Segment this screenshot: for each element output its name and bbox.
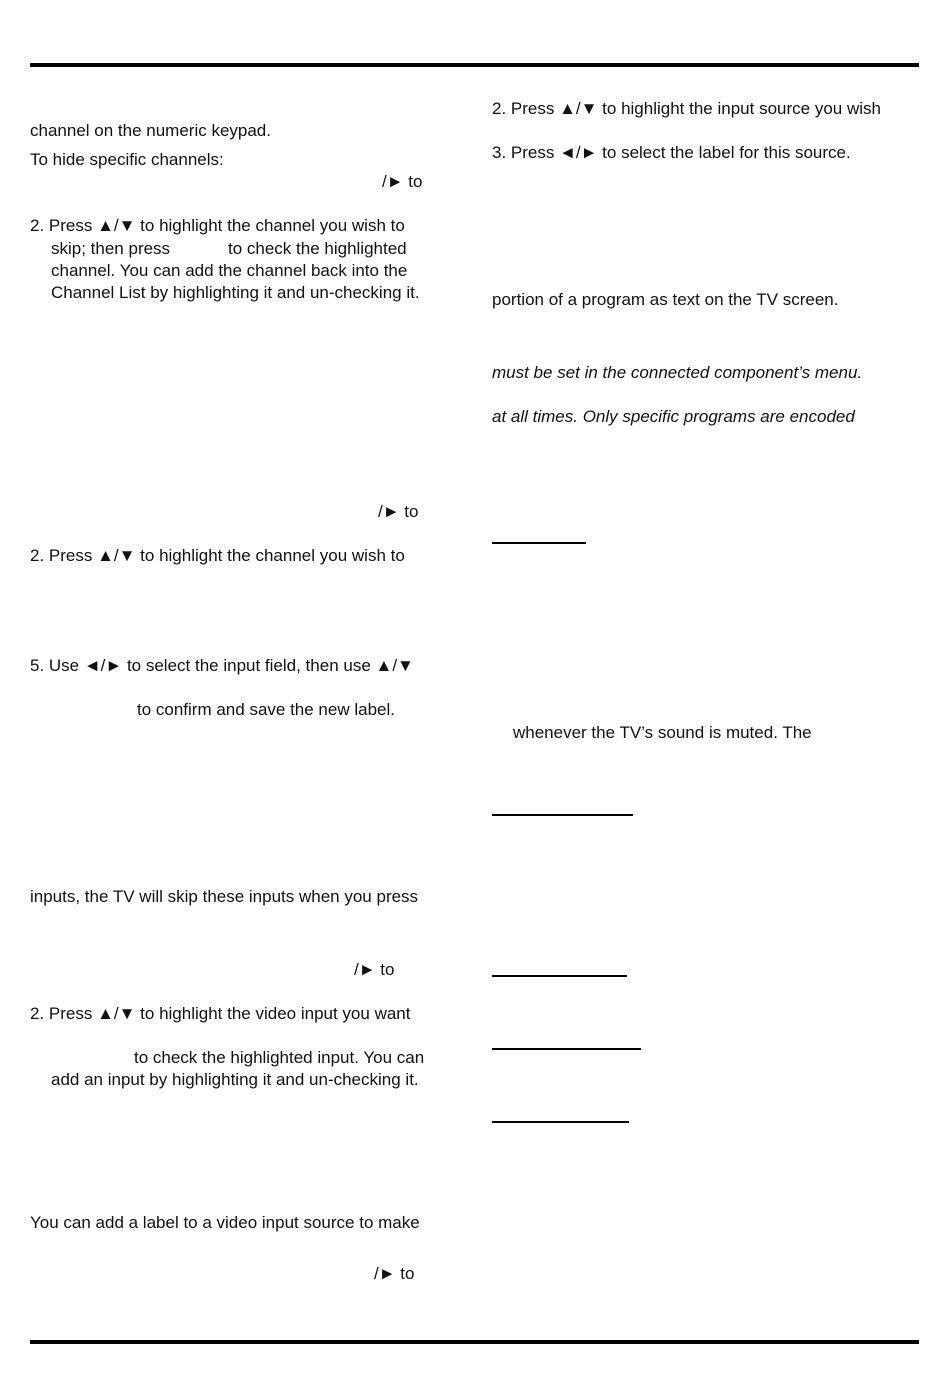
text-line: whenever the TV’s sound is muted. The xyxy=(513,723,812,742)
text-line: add an input by highlighting it and un-checking it. xyxy=(51,1070,419,1089)
text-line: 5. Use ◄/► to select the input field, then use ▲/▼ xyxy=(30,656,414,675)
text-line: skip; then press xyxy=(51,239,171,258)
bottom-rule xyxy=(30,1340,919,1344)
text-line: at all times. Only specific programs are encoded xyxy=(492,407,855,426)
text-line: must be set in the connected component’s menu. xyxy=(492,363,863,382)
text-line: Channel List by highlighting it and un-checking it. xyxy=(51,283,420,302)
text-line: to confirm and save the new label. xyxy=(137,700,395,719)
heading-underline xyxy=(492,814,633,816)
heading-underline xyxy=(492,975,627,977)
text-line: 2. Press ▲/▼ to highlight the video input you want xyxy=(30,1004,411,1023)
text-line: 3. Press ◄/► to select the label for this source. xyxy=(492,143,851,162)
text-line: /► to xyxy=(378,502,419,521)
text-line: to check the highlighted xyxy=(228,239,407,258)
text-line: inputs, the TV will skip these inputs when you press xyxy=(30,887,419,906)
text-line: 2. Press ▲/▼ to highlight the input source you wish xyxy=(492,99,881,118)
text-line: portion of a program as text on the TV screen. xyxy=(492,290,839,309)
heading-underline xyxy=(492,1048,641,1050)
text-line: To hide specific channels: xyxy=(30,150,224,169)
text-line: You can add a label to a video input source to make xyxy=(30,1213,420,1232)
top-rule xyxy=(30,63,919,67)
text-line: /► to xyxy=(382,172,423,191)
text-line: channel on the numeric keypad. xyxy=(30,121,271,140)
text-line: /► to xyxy=(374,1264,415,1283)
text-line: channel. You can add the channel back into the xyxy=(51,261,408,280)
text-line: 2. Press ▲/▼ to highlight the channel you wish to xyxy=(30,546,405,565)
heading-underline xyxy=(492,1121,629,1123)
text-line: /► to xyxy=(354,960,395,979)
heading-underline xyxy=(492,542,586,544)
text-line: 2. Press ▲/▼ to highlight the channel you wish to xyxy=(30,216,405,235)
text-line: to check the highlighted input. You can xyxy=(134,1048,425,1067)
